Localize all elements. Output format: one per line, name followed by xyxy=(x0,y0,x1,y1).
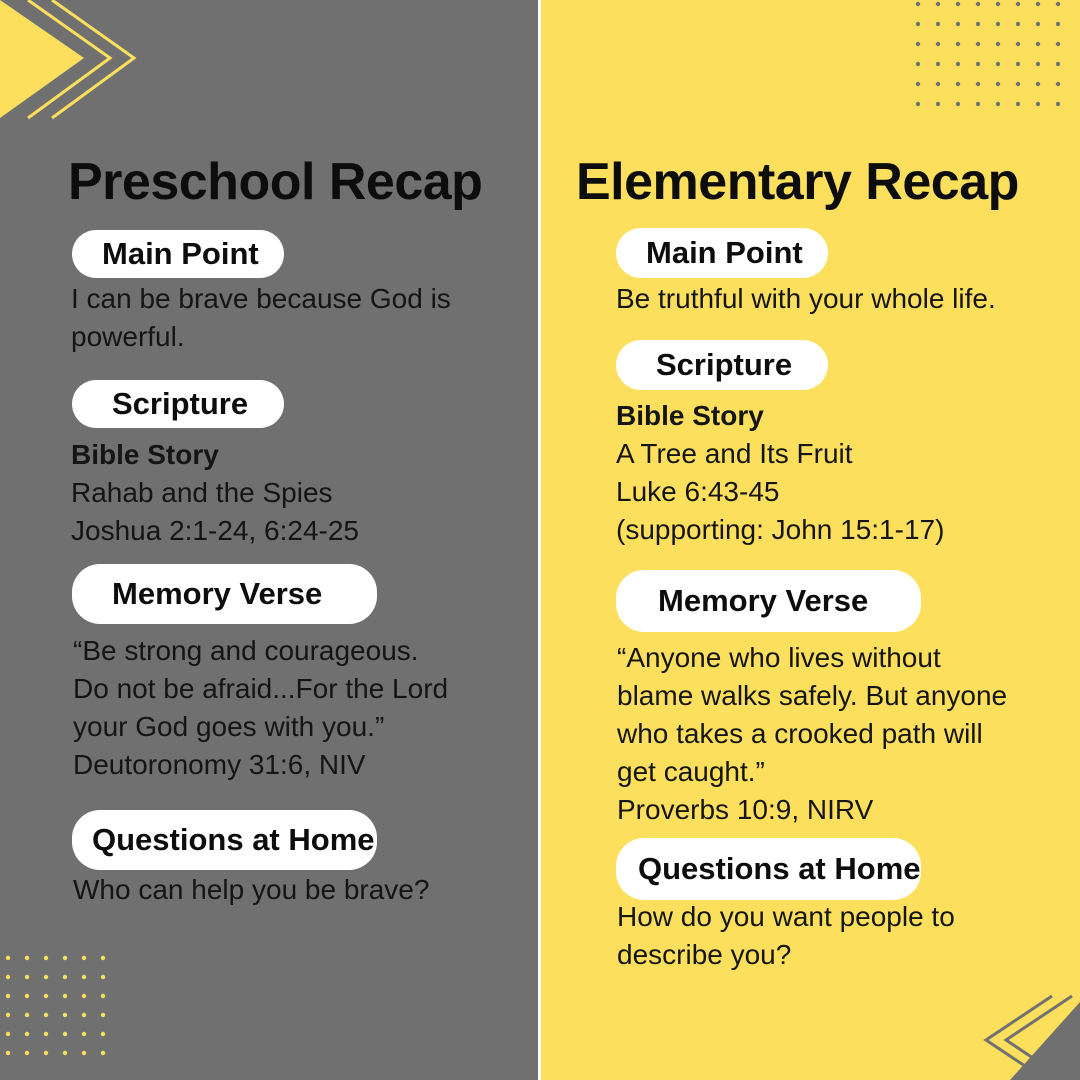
decor-dot xyxy=(101,1032,105,1036)
decor-dot xyxy=(63,1032,67,1036)
decor-dot xyxy=(25,1013,29,1017)
page-title: Preschool Recap xyxy=(68,153,483,211)
text-line: blame walks safely. But anyone xyxy=(617,680,1008,711)
text-line: Be truthful with your whole life. xyxy=(616,283,996,314)
decor-dot xyxy=(1036,82,1040,86)
decor-dot xyxy=(916,42,920,46)
decor-dot xyxy=(996,102,1000,106)
text-line: Deutoronomy 31:6, NIV xyxy=(73,749,366,780)
decor-dot xyxy=(25,994,29,998)
decor-dot xyxy=(996,22,1000,26)
text-line: A Tree and Its Fruit xyxy=(616,438,853,469)
page-title: Elementary Recap xyxy=(576,153,1019,211)
decor-dot xyxy=(101,975,105,979)
text-line: Rahab and the Spies xyxy=(71,477,333,508)
decor-dot xyxy=(1056,42,1060,46)
text-line: “Be strong and courageous. xyxy=(73,635,419,666)
decor-dot xyxy=(1056,2,1060,6)
decor-dot xyxy=(996,42,1000,46)
text-line: describe you? xyxy=(617,939,792,970)
decor-dot xyxy=(1016,22,1020,26)
memory-verse-pill xyxy=(72,564,377,624)
text-line: Proverbs 10:9, NIRV xyxy=(617,794,874,825)
decor-dot xyxy=(25,975,29,979)
decor-dot xyxy=(956,42,960,46)
decor-dot xyxy=(63,975,67,979)
text-line: I can be brave because God is xyxy=(71,283,451,314)
decor-dot xyxy=(1036,42,1040,46)
elementary-panel xyxy=(540,0,1080,1080)
decor-dot xyxy=(1016,82,1020,86)
panel-divider xyxy=(538,0,541,1080)
decor-dot xyxy=(82,975,86,979)
decor-dot xyxy=(976,22,980,26)
memory-verse-label: Memory Verse xyxy=(112,576,323,611)
decor-dot xyxy=(6,975,10,979)
chevron-arrows-decoration xyxy=(0,0,150,130)
question-text xyxy=(73,871,429,909)
decor-dot xyxy=(82,1051,86,1055)
decor-dot xyxy=(956,102,960,106)
question-text xyxy=(617,898,955,974)
questions-pill xyxy=(72,810,377,870)
main-point-text xyxy=(71,280,451,356)
questions-label: Questions at Home xyxy=(638,851,921,886)
decor-dot xyxy=(44,975,48,979)
text-line: How do you want people to xyxy=(617,901,955,932)
main-point-pill xyxy=(72,230,284,278)
decor-dot xyxy=(1036,102,1040,106)
decor-dot xyxy=(936,62,940,66)
main-point-pill xyxy=(616,228,828,278)
decor-dot xyxy=(976,82,980,86)
decor-dot xyxy=(936,42,940,46)
decor-dot xyxy=(996,2,1000,6)
scripture-pill xyxy=(72,380,284,428)
decor-dot xyxy=(1036,2,1040,6)
decor-dot xyxy=(956,62,960,66)
decor-dot xyxy=(6,956,10,960)
text-line: Do not be afraid...For the Lord xyxy=(73,673,449,704)
decor-dot xyxy=(936,22,940,26)
decor-dot xyxy=(44,1032,48,1036)
decor-dot xyxy=(6,994,10,998)
decor-dot xyxy=(44,956,48,960)
decor-dot xyxy=(44,1051,48,1055)
text-line: “Anyone who lives without xyxy=(617,642,941,673)
memory-verse-text xyxy=(617,639,1007,829)
decor-dot xyxy=(916,22,920,26)
text-line: Luke 6:43-45 xyxy=(616,476,780,507)
decor-dot xyxy=(101,1051,105,1055)
main-point-label: Main Point xyxy=(102,236,259,271)
text-line: Joshua 2:1-24, 6:24-25 xyxy=(71,515,359,546)
main-point-label: Main Point xyxy=(646,235,803,270)
decor-dot xyxy=(6,1032,10,1036)
decor-dot xyxy=(916,82,920,86)
decor-dot xyxy=(916,2,920,6)
decor-dot xyxy=(916,62,920,66)
decor-dot xyxy=(63,1013,67,1017)
decor-dot xyxy=(44,1013,48,1017)
decor-dot xyxy=(1016,2,1020,6)
decor-dot xyxy=(82,994,86,998)
decor-dot xyxy=(956,22,960,26)
chevron-arrows-decoration xyxy=(980,990,1080,1080)
decor-dot xyxy=(63,1051,67,1055)
decor-dot xyxy=(976,2,980,6)
decor-dot xyxy=(976,42,980,46)
decor-dot xyxy=(996,62,1000,66)
bible-story-heading: Bible Story xyxy=(616,400,764,431)
decor-dot xyxy=(1016,102,1020,106)
questions-pill xyxy=(616,838,921,900)
decor-dot xyxy=(82,1013,86,1017)
memory-verse-pill xyxy=(616,570,921,632)
dot-grid-decoration xyxy=(0,950,130,1080)
scripture-label: Scripture xyxy=(112,386,249,421)
memory-verse-label: Memory Verse xyxy=(658,583,869,618)
decor-dot xyxy=(976,102,980,106)
main-point-text xyxy=(616,280,996,318)
decor-dot xyxy=(916,102,920,106)
decor-dot xyxy=(25,956,29,960)
decor-dot xyxy=(25,1032,29,1036)
text-line: get caught.” xyxy=(617,756,765,787)
memory-verse-text xyxy=(73,632,448,784)
decor-dot xyxy=(6,1051,10,1055)
decor-dot xyxy=(63,994,67,998)
decor-dot xyxy=(1056,62,1060,66)
text-line: powerful. xyxy=(71,321,185,352)
decor-dot xyxy=(25,1051,29,1055)
decor-dot xyxy=(63,956,67,960)
decor-dot xyxy=(1056,82,1060,86)
decor-dot xyxy=(101,994,105,998)
decor-dot xyxy=(1016,42,1020,46)
decor-dot xyxy=(956,2,960,6)
decor-dot xyxy=(101,956,105,960)
decor-dot xyxy=(996,82,1000,86)
decor-dot xyxy=(82,1032,86,1036)
questions-label: Questions at Home xyxy=(92,822,375,857)
decor-dot xyxy=(82,956,86,960)
bible-story-block xyxy=(71,436,359,550)
scripture-label: Scripture xyxy=(656,347,793,382)
scripture-pill xyxy=(616,340,828,390)
decor-dot xyxy=(101,1013,105,1017)
dot-grid-decoration xyxy=(910,0,1080,112)
decor-dot xyxy=(1056,102,1060,106)
decor-dot xyxy=(6,1013,10,1017)
decor-dot xyxy=(936,2,940,6)
text-line: who takes a crooked path will xyxy=(617,718,983,749)
bible-story-block xyxy=(616,397,944,549)
decor-dot xyxy=(1036,62,1040,66)
decor-dot xyxy=(1036,22,1040,26)
bible-story-heading: Bible Story xyxy=(71,439,219,470)
decor-dot xyxy=(1016,62,1020,66)
text-line: your God goes with you.” xyxy=(73,711,385,742)
decor-dot xyxy=(936,82,940,86)
decor-dot xyxy=(956,82,960,86)
decor-dot xyxy=(936,102,940,106)
decor-dot xyxy=(44,994,48,998)
text-line: Who can help you be brave? xyxy=(73,874,430,905)
decor-dot xyxy=(976,62,980,66)
text-line: (supporting: John 15:1-17) xyxy=(616,514,945,545)
decor-dot xyxy=(1056,22,1060,26)
